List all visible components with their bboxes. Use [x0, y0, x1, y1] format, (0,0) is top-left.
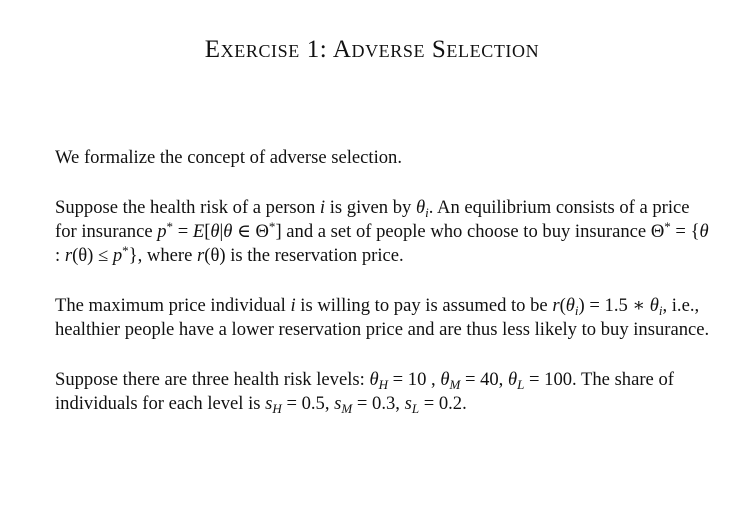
- text-run: . An equilibrium consists of a price for insurance: [55, 197, 690, 242]
- math-subscript: i: [658, 302, 663, 318]
- slide-body: [55, 146, 715, 442]
- math-op: ∈ Θ: [232, 221, 269, 242]
- math-subscript: L: [411, 400, 420, 416]
- math-op: ]: [275, 221, 282, 242]
- risk-levels-paragraph: [55, 368, 715, 416]
- text-run: is given by: [325, 197, 416, 218]
- math-subscript: M: [341, 400, 353, 416]
- math-op: = 0.3,: [352, 393, 405, 414]
- intro-paragraph: We formalize the concept of adverse selection.: [55, 147, 402, 168]
- math-op: = 0.2.: [419, 393, 467, 414]
- math-var: E: [192, 221, 205, 242]
- text-run: is the reservation price.: [225, 245, 404, 266]
- math-var: θ: [223, 221, 233, 242]
- math-var: θ: [649, 295, 659, 316]
- math-superscript: *: [268, 219, 276, 235]
- math-superscript: *: [122, 243, 129, 259]
- math-var: i: [290, 295, 296, 316]
- math-op: (: [559, 295, 566, 316]
- math-var: s: [265, 393, 273, 414]
- math-var: r: [64, 245, 73, 266]
- math-subscript: H: [272, 400, 282, 416]
- math-op: = {: [670, 221, 700, 242]
- text-run: = 100. The share of individuals for each level is: [55, 369, 674, 414]
- slide-title: Exercise 1: Adverse Selection: [204, 36, 540, 63]
- equilibrium-paragraph: [55, 196, 715, 268]
- math-op: (θ) ≤: [72, 245, 113, 266]
- math-var: θ: [369, 369, 379, 390]
- math-var: s: [404, 393, 412, 414]
- math-op: =: [173, 221, 193, 242]
- text-run: The maximum price individual: [55, 295, 291, 316]
- math-op: }: [128, 245, 138, 266]
- math-op: = 10 ,: [387, 369, 441, 390]
- math-subscript: H: [378, 376, 388, 392]
- math-var: r: [197, 245, 205, 266]
- math-var: p: [112, 245, 123, 266]
- math-var: s: [334, 393, 342, 414]
- text-run: , where: [137, 245, 197, 266]
- math-var: θ: [699, 221, 709, 242]
- math-subscript: L: [517, 376, 525, 392]
- math-var: i: [319, 197, 326, 218]
- math-var: θ: [440, 369, 450, 390]
- math-subscript: M: [449, 376, 461, 392]
- text-run: , i.e., healthier people have a lower reservation price and are thus less likely to buy insurance.: [55, 295, 710, 340]
- text-run: Suppose the health risk of a person: [55, 197, 320, 218]
- math-subscript: i: [574, 302, 579, 318]
- math-var: p: [157, 221, 167, 242]
- text-run: is willing to pay is assumed to be: [295, 295, 553, 316]
- math-op: ) = 1.5 ∗: [578, 295, 650, 316]
- math-superscript: *: [664, 219, 671, 235]
- math-op: (θ): [204, 245, 226, 266]
- math-superscript: *: [166, 219, 174, 235]
- math-var: θ: [507, 369, 518, 390]
- math-op: |: [219, 221, 224, 242]
- math-var: θ: [565, 295, 575, 316]
- reservation-price-paragraph: [55, 294, 715, 342]
- math-op: = 0.5,: [281, 393, 335, 414]
- math-var: θ: [416, 197, 426, 218]
- text-run: Suppose there are three health risk levels:: [55, 369, 370, 390]
- math-op: = 40,: [460, 369, 508, 390]
- math-op: :: [55, 245, 65, 266]
- math-op: [: [204, 221, 211, 242]
- math-subscript: i: [425, 204, 429, 220]
- math-var: θ: [210, 221, 220, 242]
- math-var: r: [552, 295, 560, 316]
- text-run: and a set of people who choose to buy insurance Θ: [281, 221, 665, 242]
